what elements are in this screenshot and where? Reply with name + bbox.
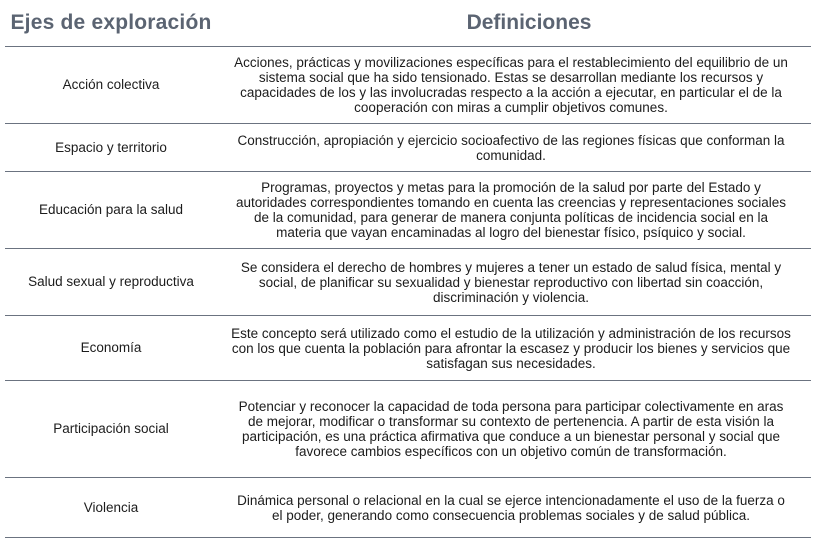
definition-cell: Se considera el derecho de hombres y mujeres a tener un estado de salud física, mental y social, de planificar su sexualidad y bienestar reproductivo con libertad sin coacción, discriminación y violencia. — [240, 259, 782, 305]
definition-cell: Construcción, apropiación y ejercicio socioafectivo de las regiones físicas que conforman la comunidad. — [237, 132, 785, 163]
definition-cell: Este concepto será utilizado como el estudio de la utilización y administración de los recursos con los que cuenta la población para afrontar la escasez y producir los bienes y servicios que satisfagan sus necesidades. — [231, 325, 791, 371]
header-ejes: Ejes de exploración — [10, 11, 212, 34]
table-row — [5, 381, 811, 478]
definition-cell: Programas, proyectos y metas para la promoción de la salud por parte del Estado y autoridades correspondientes tomando en cuenta las creencias y representaciones sociales de la comunidad, para generar de manera conjunta políticas de incidencia social en la materia que vayan encaminadas al logro del bienestar físico, psíquico y social. — [235, 180, 787, 240]
definition-cell: Dinámica personal o relacional en la cual se ejerce intencionadamente el uso de la fuerza o el poder, generando como consecuencia problemas sociales y de salud pública. — [237, 492, 785, 523]
table-row — [5, 124, 811, 172]
definition-cell: Acciones, prácticas y movilizaciones específicas para el restablecimiento del equilibrio de un sistema social que ha sido tensionado. Estas se desarrollan mediante los recursos y capacidades de los y las involucradas respecto a la acción a ejecutar, en particular el de la cooperación con miras a cumplir objetivos comunes. — [234, 55, 788, 115]
table-row — [5, 47, 811, 124]
eje-cell: Salud sexual y reproductiva — [28, 274, 194, 289]
definitions-table — [5, 0, 811, 538]
table-header — [5, 0, 811, 47]
definition-cell: Potenciar y reconocer la capacidad de toda persona para participar colectivamente en aras de mejorar, modificar o transformar su contexto de pertenencia. A partir de esta visión la participación, es una práctica afirmativa que conduce a un bienestar personal y social que favorece cambios específicos con un objetivo común de transformación. — [238, 399, 784, 459]
eje-cell: Violencia — [83, 499, 139, 515]
eje-cell: Economía — [80, 340, 142, 355]
table-row — [5, 172, 811, 249]
table-row — [5, 316, 811, 381]
eje-cell: Educación para la salud — [38, 202, 184, 217]
eje-cell: Participación social — [53, 421, 169, 436]
table-row — [5, 478, 811, 538]
header-definiciones: Definiciones — [466, 11, 592, 34]
eje-cell: Espacio y territorio — [55, 139, 167, 155]
table-row — [5, 249, 811, 316]
eje-cell: Acción colectiva — [62, 77, 160, 92]
